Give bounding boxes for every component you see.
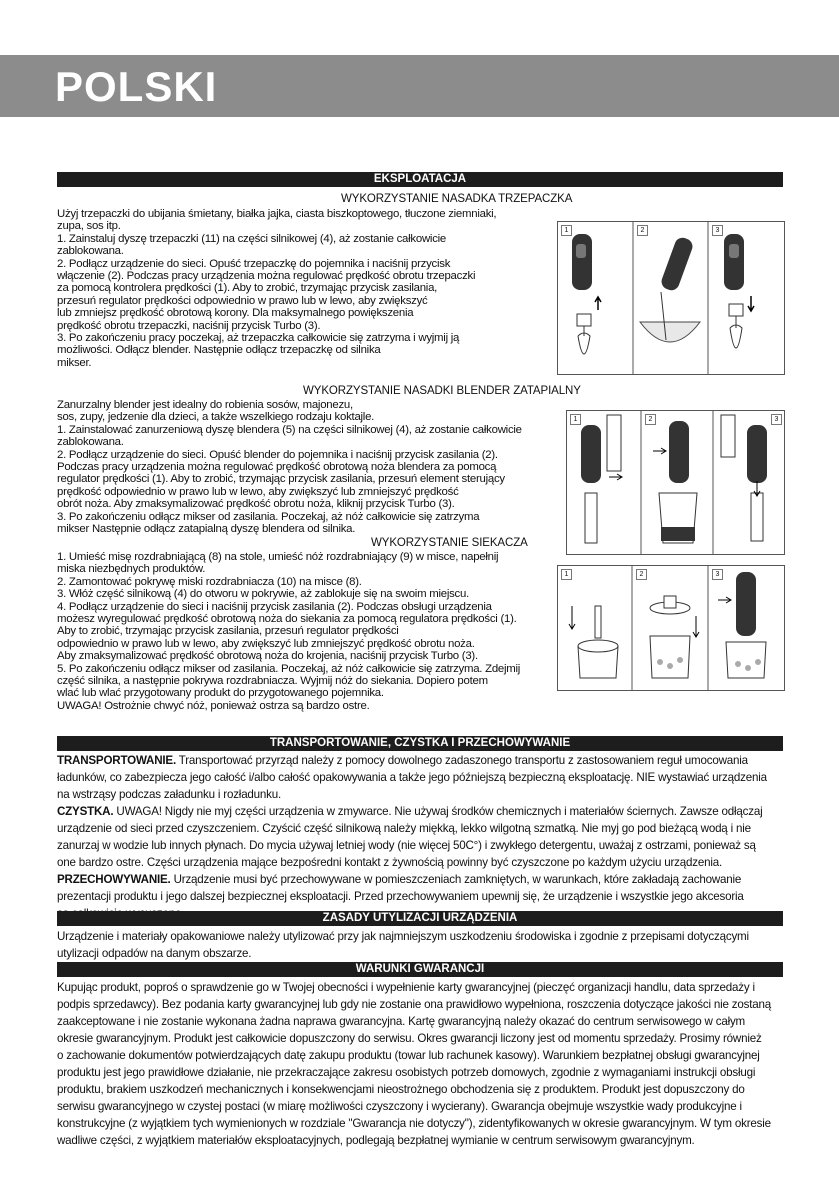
figure-step-number: 3 bbox=[771, 414, 782, 425]
disposal-section-text bbox=[57, 928, 785, 962]
whisk-instructions bbox=[57, 208, 496, 369]
blender-instruction-line: 1. Zainstalować zanurzeniową dyszę blendera (5) na części silnikowej (4), aż zostanie całkowicie bbox=[57, 423, 522, 436]
whisk-illustration bbox=[558, 222, 784, 374]
whisk-instruction-line: mikser. bbox=[57, 356, 92, 369]
warranty-section-text bbox=[57, 979, 785, 1149]
transport-line: ładunków, co zabezpiecza jego całość i/albo całość opakowywania a także jego późniejszą bezpieczną eksploatację. NIE wystawiać urządzenia bbox=[57, 771, 767, 784]
whisk-instruction-line: włączenie (2). Podczas pracy urządzenia można regulować prędkość obrotu trzepaczki bbox=[57, 270, 476, 283]
blender-instruction-line: mikser Następnie odłącz zatapialną dyszę blendera od silnika. bbox=[57, 523, 356, 536]
chopper-illustration bbox=[558, 566, 784, 690]
whisk-instruction-line: za pomocą kontrolera prędkości (1). Aby to zrobić, trzymając przycisk zasilania, bbox=[57, 282, 438, 295]
blender-instruction-line: 3. Po zakończeniu odłącz mikser od zasilania. Poczekaj, aż nóż całkowicie się zatrzyma bbox=[57, 510, 480, 523]
blender-instructions bbox=[57, 399, 522, 535]
blender-instruction-line: prędkość odpowiednio w prawo lub w lewo, aby zwiększyć lub zmniejszyć prędkość bbox=[57, 485, 459, 498]
whisk-instruction-line: prędkość obrotu trzepaczki, naciśnij przycisk Turbo (3). bbox=[57, 319, 321, 332]
warranty-line: o zachowanie dokumentów potwierdzających datę zakupu produktu (towar lub rachunek kasowy). Warunkiem bezpłatnej obsługi gwarancyjnej bbox=[57, 1049, 760, 1062]
figure-step-number: 2 bbox=[645, 414, 656, 425]
warranty-line: Kupując produkt, poproś o sprawdzenie go w Twojej obecności i wypełnienie karty gwarancyjnej (pieczęć organizacji handlu, data sprzedaży i bbox=[57, 981, 755, 994]
blender-instruction-line: obrót noża. Aby zmaksymalizować prędkość obrotu noża, kliknij przycisk Turbo (3). bbox=[57, 498, 455, 511]
blender-instruction-line: Zanurzalny blender jest idealny do robienia sosów, majonezu, bbox=[57, 399, 353, 411]
warranty-line: okresie gwarancyjnym. Produkt jest całkowicie dopuszczony do serwisu. Okres gwarancji liczony jest od momentu sprzedaży. Prosimy również bbox=[57, 1032, 762, 1045]
figure-step-number: 3 bbox=[712, 225, 723, 236]
chopper-instruction-line: Aby to zrobić, trzymając przycisk zasilania, przesuń regulator prędkości bbox=[57, 625, 399, 638]
section-title-transport: TRANSPORTOWANIE, CZYSTKA I PRZECHOWYWANIE bbox=[57, 736, 783, 751]
chopper-instruction-line: miska niezbędnych produktów. bbox=[57, 563, 206, 576]
transport-label: TRANSPORTOWANIE. bbox=[57, 754, 176, 767]
whisk-instruction-line: możliwości. Odłącz blender. Następnie odłącz trzepaczkę od silnika bbox=[57, 344, 381, 357]
chopper-instruction-line: UWAGA! Ostrożnie chwyć nóż, ponieważ ostrza są bardzo ostre. bbox=[57, 699, 370, 712]
whisk-instruction-line: zupa, sos itp. bbox=[57, 220, 121, 233]
figure-step-number: 1 bbox=[570, 414, 581, 425]
chopper-instruction-line: odpowiednio w prawo lub w lewo, aby zwiększyć lub zmniejszyć prędkość obrotu noża. bbox=[57, 637, 475, 650]
whisk-figure bbox=[557, 221, 785, 375]
chopper-instruction-line: część silnika, a następnie pokrywa rozdrabniacza. Wyjmij nóż do siekania. Dopiero potem bbox=[57, 675, 488, 688]
warranty-line: podpis sprzedawcy). Bez podania karty gwarancyjnej lub gdy nie zostanie ona prawidłowo wypełniona, roszczenia dotyczące jakości nie zostaną bbox=[57, 998, 771, 1011]
blender-instruction-line: regulator prędkości (1). Aby to zrobić, trzymając przycisk zasilania, przesuń element sterujący bbox=[57, 473, 505, 486]
disposal-line: utylizacji odpadów na danym obszarze. bbox=[57, 947, 252, 960]
warranty-line: produktu, brakiem uszkodzeń mechanicznych i konsekwencjami nieostrożnego obchodzenia się z produktem. Produkt jest dopuszczony do bbox=[57, 1083, 745, 1096]
subsection-title-chopper: WYKORZYSTANIE SIEKACZA bbox=[371, 537, 528, 549]
warranty-line: zaakceptowane i nie zostanie wykonana żadna naprawa gwarancyjna. Kartę gwarancyjną należy okazać do centrum serwisowego w całym bbox=[57, 1015, 746, 1028]
blender-figure bbox=[566, 410, 785, 555]
disposal-line: Urządzenie i materiały opakowaniowe należy utylizować przy jak najmniejszym uszkodzeniu środowiska i zgodnie z przepisami dotyczącymi bbox=[57, 930, 749, 943]
figure-step-number: 2 bbox=[637, 225, 648, 236]
blender-illustration bbox=[567, 411, 784, 554]
storage-line: Urządzenie musi być przechowywane w pomieszczeniach zamkniętych, w warunkach, które zakładają zachowanie bbox=[170, 873, 742, 886]
transport-section-text bbox=[57, 752, 785, 922]
subsection-title-whisk: WYKORZYSTANIE NASADKA TRZEPACZKA bbox=[341, 193, 573, 205]
figure-step-number: 2 bbox=[636, 569, 647, 580]
warranty-line: serwisu gwarancyjnego w czystej postaci (w miarę możliwości czyszczony i wycierany). Gwarancja obejmuje wszystkie wady produkcyjne i bbox=[57, 1100, 742, 1113]
page-title: POLSKI bbox=[55, 63, 218, 110]
cleaning-line: zanurzaj w wodzie lub innych płynach. Do mycia używaj letniej wody (nie więcej 50C°) i zwykłego detergentu, uważaj z ostrzami, ponieważ są bbox=[57, 839, 756, 852]
cleaning-line: UWAGA! Nigdy nie myj części urządzenia w zmywarce. Nie używaj środków chemicznych i materiałów ściernych. Zawsze odłączaj bbox=[113, 805, 763, 818]
chopper-instruction-line: możesz wyregulować prędkość obrotową noża do siekania za pomocą regulatora prędkości (1). bbox=[57, 613, 517, 626]
whisk-instruction-line: 3. Po zakończeniu pracy poczekaj, aż trzepaczka całkowicie się zatrzyma i wyjmij ją bbox=[57, 332, 460, 345]
chopper-instruction-line: 4. Podłącz urządzenie do sieci i naciśnij przycisk zasilania (2). Podczas obsługi urządzenia bbox=[57, 600, 492, 613]
chopper-instruction-line: 2. Zamontować pokrywę miski rozdrabniacza (10) na misce (8). bbox=[57, 575, 362, 588]
cleaning-line: urządzenie od sieci przed czyszczeniem. Czyścić część silnikową należy miękką, lekko wilgotną szmatką. Nie myj go pod bieżącą wodą i nie bbox=[57, 822, 751, 835]
blender-instruction-line: Podczas pracy urządzenia można regulować prędkość obrotową noża blendera za pomocą bbox=[57, 461, 497, 474]
cleaning-label: CZYSTKA. bbox=[57, 805, 114, 818]
blender-instruction-line: sos, zupy, jedzenie dla dzieci, a także wszelkiego rodzaju koktajle. bbox=[57, 411, 375, 424]
figure-step-number: 1 bbox=[561, 569, 572, 580]
cleaning-line: one bardzo ostre. Części urządzenia mające bezpośredni kontakt z żywnością powinny być czyszczone po każdym użyciu urządzenia. bbox=[57, 856, 722, 869]
warranty-line: produktu jest jego prawidłowe działanie, nie przekraczające zakresu osobistych potrzeb domowych, zgodnie z wymaganiami instrukcji obsługi bbox=[57, 1066, 756, 1079]
whisk-instruction-line: Użyj trzepaczki do ubijania śmietany, białka jajka, ciasta biszkoptowego, tłuczone ziemniaki, bbox=[57, 208, 497, 220]
section-title-warranty: WARUNKI GWARANCJI bbox=[57, 962, 783, 977]
chopper-instructions bbox=[57, 551, 520, 712]
section-title-disposal: ZASADY UTYLIZACJI URZĄDZENIA bbox=[57, 911, 783, 926]
storage-label: PRZECHOWYWANIE. bbox=[57, 873, 171, 886]
transport-line: Transportować przyrząd należy z pomocy dowolnego zadaszonego transportu z zastosowaniem reguł umocowania bbox=[175, 754, 748, 767]
warranty-line: wadliwe części, z wyjątkiem materiałów eksploatacyjnych, podlegają bezpłatnej wymianie w centrum serwisowym gwarancyjnym. bbox=[57, 1134, 695, 1147]
subsection-title-blender: WYKORZYSTANIE NASADKI BLENDER ZATAPIALNY bbox=[303, 385, 581, 397]
whisk-instruction-line: zablokowana. bbox=[57, 245, 124, 258]
whisk-instruction-line: 1. Zainstaluj dyszę trzepaczki (11) na części silnikowej (4), aż zostanie całkowicie bbox=[57, 232, 447, 245]
whisk-instruction-line: lub zmniejsz prędkość obrotową korony. Dla maksymalnego powiększenia bbox=[57, 307, 414, 320]
storage-line: prezentacji produktu i jego dalszej bezpiecznej eksploatacji. Przed przechowywaniem upewnij się, że urządzenie i wszystkie jego akcesoria bbox=[57, 890, 744, 903]
chopper-figure bbox=[557, 565, 785, 691]
blender-instruction-line: zablokowana. bbox=[57, 436, 124, 449]
chopper-instruction-line: Aby zmaksymalizować prędkość obrotową noża do krojenia, naciśnij przycisk Turbo (3). bbox=[57, 650, 478, 663]
chopper-instruction-line: 1. Umieść misę rozdrabniającą (8) na stole, umieść nóż rozdrabniający (9) w misce, napełnij bbox=[57, 551, 499, 563]
language-header-band bbox=[0, 55, 839, 117]
chopper-instruction-line: 3. Włóż część silnikową (4) do otworu w pokrywie, aż zablokuje się na swoim miejscu. bbox=[57, 588, 469, 601]
whisk-instruction-line: przesuń regulator prędkości odpowiednio w prawo lub w lewo, aby zwiększyć bbox=[57, 294, 428, 307]
whisk-instruction-line: 2. Podłącz urządzenie do sieci. Opuść trzepaczkę do pojemnika i naciśnij przycisk bbox=[57, 257, 451, 270]
warranty-line: konstrukcyjne (z wyjątkiem tych wymienionych w rozdziale "Gwarancja nie dotyczy"), zidentyfikowanych w okresie gwarancyjnym. W tym okresie bbox=[57, 1117, 771, 1130]
figure-step-number: 3 bbox=[712, 569, 723, 580]
blender-instruction-line: 2. Podłącz urządzenie do sieci. Opuść blender do pojemnika i naciśnij przycisk zasilania (2). bbox=[57, 448, 498, 461]
transport-line: na wstrząsy podczas załadunku i rozładunku. bbox=[57, 788, 282, 801]
section-title-exploitation: EKSPLOATACJA bbox=[57, 172, 783, 187]
chopper-instruction-line: 5. Po zakończeniu odłącz mikser od zasilania. Poczekaj, aż nóż całkowicie się zatrzyma. Zdejmij bbox=[57, 662, 521, 675]
figure-step-number: 1 bbox=[561, 225, 572, 236]
chopper-instruction-line: wlać lub wlać przygotowany produkt do przygotowanego pojemnika. bbox=[57, 687, 384, 700]
